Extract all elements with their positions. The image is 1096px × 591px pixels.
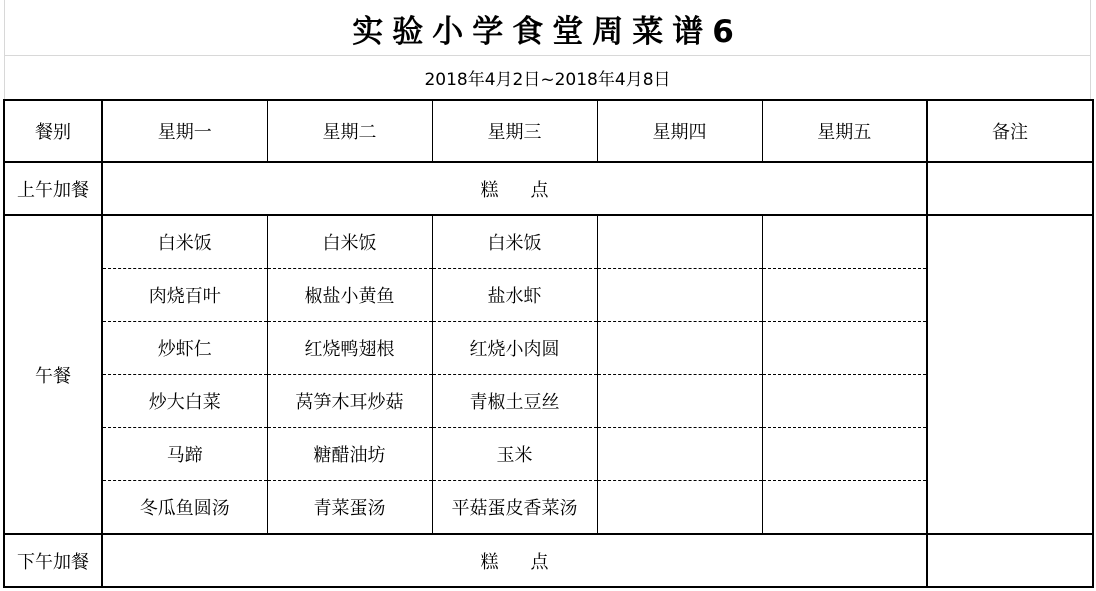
afternoon-snack-remarks <box>927 534 1093 587</box>
afternoon-snack-items <box>102 534 927 587</box>
lunch-dish: 炒虾仁 <box>102 322 267 375</box>
lunch-dish: 青菜蛋汤 <box>267 481 432 535</box>
lunch-dish: 盐水虾 <box>432 269 597 322</box>
lunch-dish: 白米饭 <box>102 215 267 269</box>
lunch-dish <box>597 322 762 375</box>
header-meal: 餐别 <box>4 100 102 162</box>
lunch-dish <box>597 375 762 428</box>
afternoon-snack-label: 下午加餐 <box>4 534 102 587</box>
lunch-dish <box>762 269 927 322</box>
lunch-dish: 椒盐小黄鱼 <box>267 269 432 322</box>
lunch-dish: 肉烧百叶 <box>102 269 267 322</box>
morning-snack-label: 上午加餐 <box>4 162 102 215</box>
lunch-row <box>4 215 1093 269</box>
lunch-dish <box>762 375 927 428</box>
morning-snack-item-b: 点 <box>530 179 549 201</box>
morning-snack-row <box>4 162 1093 215</box>
header-day-thu: 星期四 <box>597 100 762 162</box>
lunch-dish: 糖醋油坊 <box>267 428 432 481</box>
header-row <box>4 100 1093 162</box>
lunch-dish <box>597 481 762 535</box>
lunch-dish: 炒大白菜 <box>102 375 267 428</box>
header-day-fri: 星期五 <box>762 100 927 162</box>
lunch-dish: 莴笋木耳炒菇 <box>267 375 432 428</box>
lunch-dish: 马蹄 <box>102 428 267 481</box>
sheet-gridline-row <box>4 55 1091 56</box>
lunch-dish <box>597 428 762 481</box>
lunch-dish: 白米饭 <box>432 215 597 269</box>
lunch-dish: 玉米 <box>432 428 597 481</box>
date-range: 2018年4月2日~2018年4月8日 <box>424 69 671 90</box>
header-day-wed: 星期三 <box>432 100 597 162</box>
lunch-dish: 冬瓜鱼圆汤 <box>102 481 267 535</box>
header-day-tue: 星期二 <box>267 100 432 162</box>
lunch-dish: 红烧小肉圆 <box>432 322 597 375</box>
lunch-remarks <box>927 215 1093 534</box>
morning-snack-remarks <box>927 162 1093 215</box>
lunch-label: 午餐 <box>4 215 102 534</box>
morning-snack-items <box>102 162 927 215</box>
lunch-dish <box>762 322 927 375</box>
afternoon-snack-item-a: 糕 <box>480 551 499 573</box>
morning-snack-item-a: 糕 <box>480 179 499 201</box>
lunch-dish <box>762 215 927 269</box>
lunch-dish <box>597 269 762 322</box>
weekly-menu-table <box>3 99 1094 588</box>
lunch-dish: 红烧鸭翅根 <box>267 322 432 375</box>
lunch-dish: 青椒土豆丝 <box>432 375 597 428</box>
afternoon-snack-row <box>4 534 1093 587</box>
lunch-dish: 白米饭 <box>267 215 432 269</box>
lunch-dish <box>762 428 927 481</box>
lunch-dish: 平菇蛋皮香菜汤 <box>432 481 597 535</box>
header-day-mon: 星期一 <box>102 100 267 162</box>
lunch-dish <box>597 215 762 269</box>
page-title: 实验小学食堂周菜谱6 <box>352 13 743 50</box>
lunch-dish <box>762 481 927 535</box>
afternoon-snack-item-b: 点 <box>530 551 549 573</box>
header-remarks: 备注 <box>927 100 1093 162</box>
